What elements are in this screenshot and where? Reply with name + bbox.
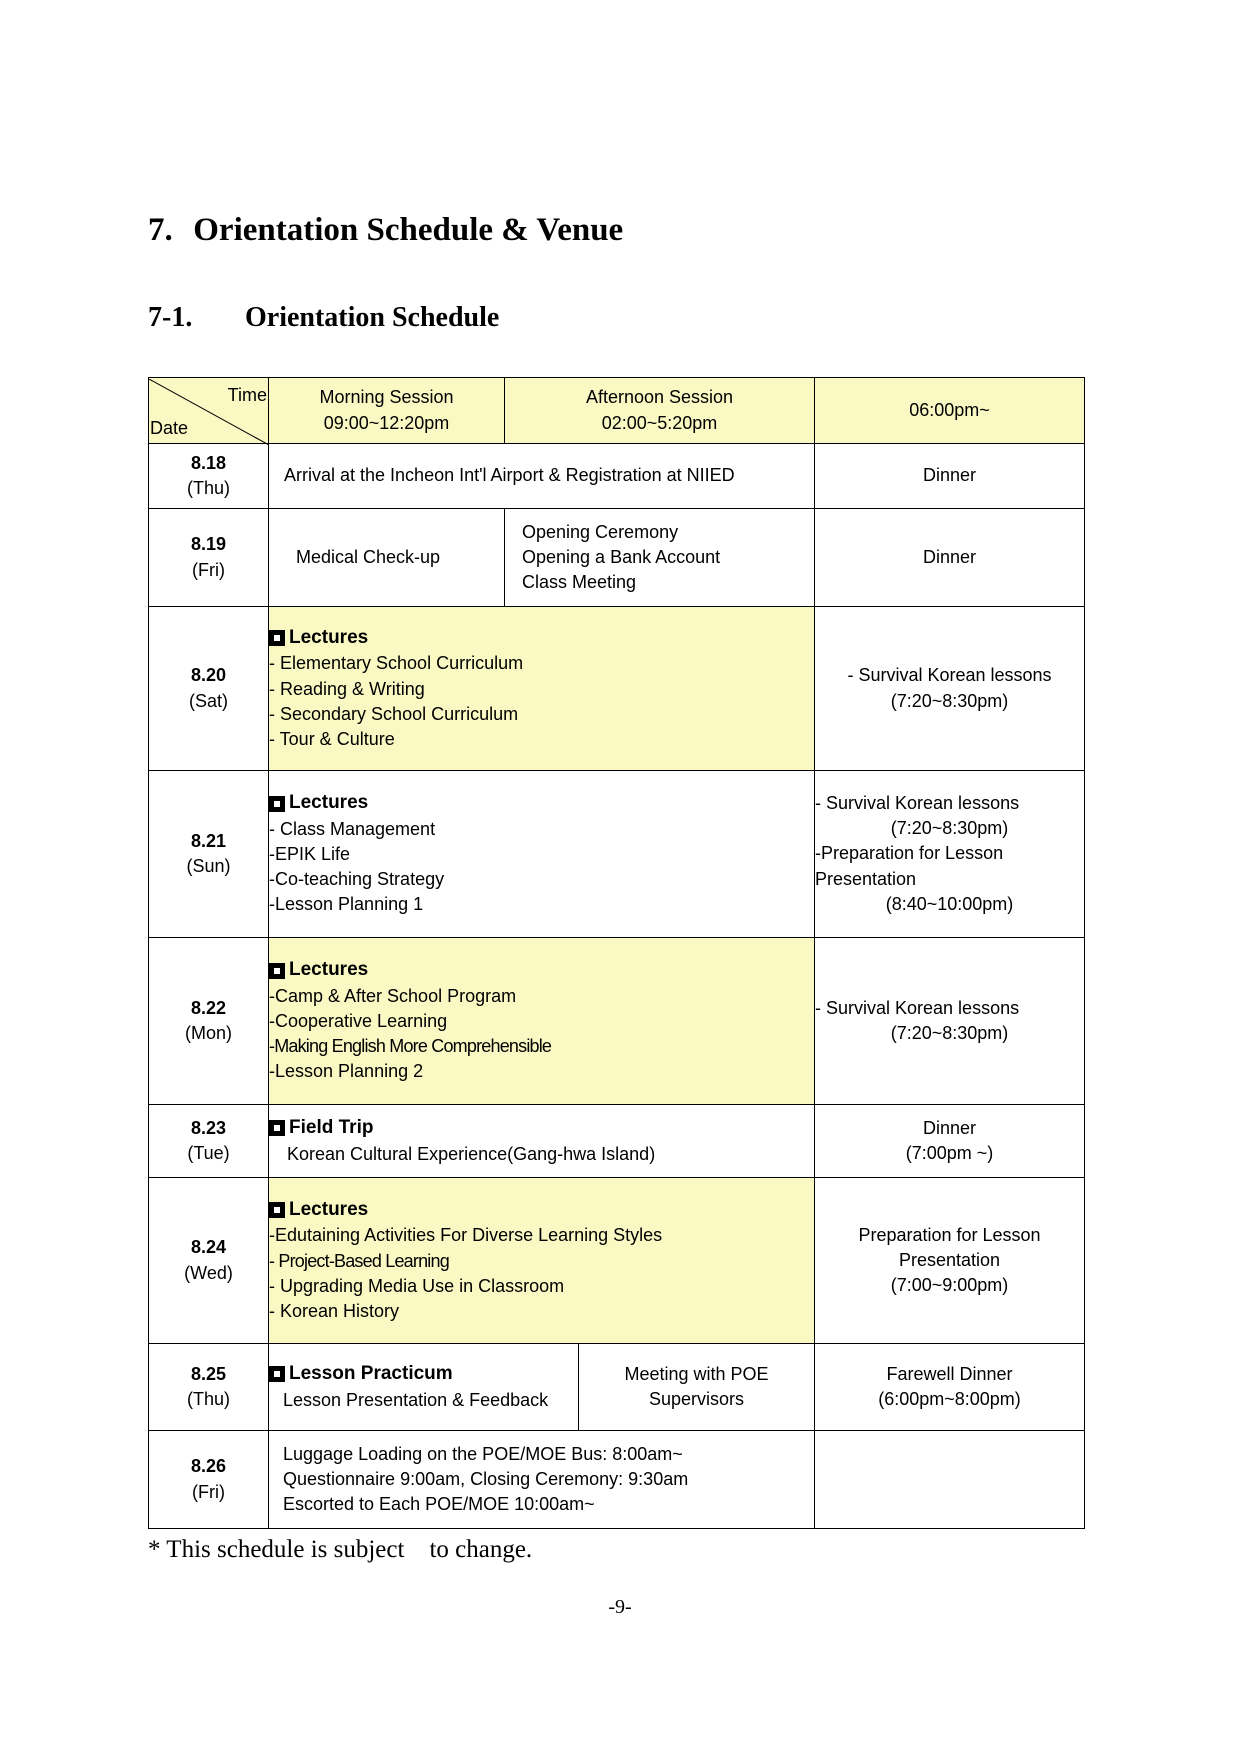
- date-value: 8.21: [190, 830, 227, 851]
- afternoon-session-time: 02:00~5:20pm: [601, 412, 718, 433]
- evening-cell: [815, 1344, 1085, 1431]
- time-label: Time: [227, 384, 267, 405]
- schedule-table: [148, 377, 1085, 1529]
- lesson-practicum-cell: [269, 1344, 579, 1431]
- list-item: - Tour & Culture: [269, 728, 395, 749]
- field-trip-heading: Field Trip: [269, 1115, 814, 1142]
- list-item: - Project-Based Learning: [269, 1250, 449, 1271]
- afternoon-cell: [505, 509, 815, 607]
- checkbox-bullet-icon: [269, 630, 285, 646]
- morning-cell: Medical Check-up: [269, 509, 505, 607]
- list-item: Questionnaire 9:00am, Closing Ceremony: 9:30am: [283, 1468, 689, 1489]
- date-value: 8.24: [190, 1237, 227, 1258]
- date-cell: [149, 771, 269, 938]
- table-row: [149, 444, 1085, 509]
- checkbox-bullet-icon: [269, 1202, 285, 1218]
- lectures-cell: [269, 938, 815, 1105]
- list-item: - Survival Korean lessons: [815, 793, 1020, 814]
- section-number: 7.: [148, 212, 173, 248]
- table-row: [149, 509, 1085, 607]
- list-item: - Reading & Writing: [269, 678, 425, 699]
- list-item: Opening Ceremony: [522, 521, 679, 542]
- evening-cell: [815, 1105, 1085, 1178]
- list-item: - Survival Korean lessons: [847, 665, 1052, 686]
- list-item: - Survival Korean lessons: [815, 997, 1020, 1018]
- checkbox-bullet-icon: [269, 796, 285, 812]
- checkbox-bullet-icon: [269, 1366, 285, 1382]
- list-item: Dinner: [922, 1117, 977, 1138]
- afternoon-session-header: [505, 378, 815, 444]
- date-value: 8.26: [190, 1456, 227, 1477]
- date-cell: [149, 1344, 269, 1431]
- departure-cell: [269, 1431, 815, 1529]
- list-item: Opening a Bank Account: [522, 546, 721, 567]
- lectures-heading: Lectures: [269, 625, 814, 652]
- schedule-note: * This schedule is subject to change.: [148, 1536, 533, 1563]
- subsection-heading: [148, 302, 499, 334]
- list-item: -Making English More Comprehensible: [269, 1036, 552, 1057]
- date-cell: [149, 509, 269, 607]
- list-item: -Camp & After School Program: [269, 985, 517, 1006]
- list-item: - Elementary School Curriculum: [269, 653, 524, 674]
- afternoon-cell: [579, 1344, 815, 1431]
- table-row: [149, 1105, 1085, 1178]
- date-value: 8.25: [190, 1363, 227, 1384]
- evening-cell: [815, 1178, 1085, 1344]
- lectures-cell: [269, 1178, 815, 1344]
- list-item: (7:20~8:30pm): [890, 690, 1009, 711]
- lectures-cell: [269, 607, 815, 771]
- lesson-practicum-heading: Lesson Practicum: [269, 1361, 578, 1388]
- date-cell: [149, 444, 269, 509]
- section-title: Orientation Schedule & Venue: [193, 212, 624, 248]
- date-value: 8.18: [190, 452, 227, 473]
- date-value: 8.23: [190, 1117, 227, 1138]
- list-item: -Co-teaching Strategy: [269, 869, 445, 890]
- list-item: - Class Management: [269, 818, 436, 839]
- table-row: [149, 771, 1085, 938]
- list-item: (7:20~8:30pm): [890, 818, 1009, 839]
- list-item: (8:40~10:00pm): [885, 893, 1014, 914]
- afternoon-session-title: Afternoon Session: [585, 387, 734, 408]
- date-cell: [149, 607, 269, 771]
- header-row: [149, 378, 1085, 444]
- evening-cell: [815, 1431, 1085, 1529]
- list-item: Supervisors: [648, 1389, 745, 1409]
- list-item: -Lesson Planning 1: [269, 894, 424, 915]
- date-label: Date: [150, 418, 189, 439]
- time-date-corner-cell: [149, 378, 269, 444]
- list-item: Korean Cultural Experience(Gang-hwa Island): [287, 1143, 656, 1164]
- lectures-heading: Lectures: [269, 957, 814, 984]
- date-value: 8.20: [190, 665, 227, 686]
- list-item: (7:20~8:30pm): [890, 1023, 1009, 1043]
- list-item: (6:00pm~8:00pm): [878, 1389, 1021, 1409]
- checkbox-bullet-icon: [269, 1120, 285, 1136]
- lectures-cell: [269, 771, 815, 938]
- lectures-heading: Lectures: [269, 790, 814, 817]
- lectures-heading: Lectures: [269, 1197, 814, 1224]
- checkbox-bullet-icon: [269, 963, 285, 979]
- field-trip-cell: [269, 1105, 815, 1178]
- evening-cell: [815, 771, 1085, 938]
- date-value: 8.22: [190, 997, 227, 1018]
- table-row: [149, 1431, 1085, 1529]
- day-value: (Thu): [186, 1389, 230, 1409]
- day-value: (Fri): [192, 1481, 225, 1502]
- list-item: Escorted to Each POE/MOE 10:00am~: [283, 1494, 595, 1515]
- list-item: -Preparation for Lesson: [815, 843, 1004, 864]
- list-item: Lesson Presentation & Feedback: [283, 1389, 549, 1410]
- day-value: (Thu): [186, 478, 230, 498]
- evening-cell: [815, 607, 1085, 771]
- morning-session-title: Morning Session: [319, 387, 454, 408]
- date-cell: [149, 1431, 269, 1529]
- list-item: Farewell Dinner: [886, 1363, 1013, 1384]
- date-value: 8.19: [190, 534, 227, 555]
- list-item: Presentation: [898, 1249, 1001, 1270]
- morning-session-header: [269, 378, 505, 444]
- date-cell: [149, 1105, 269, 1178]
- day-value: (Sat): [188, 690, 228, 711]
- list-item: -Cooperative Learning: [269, 1011, 448, 1032]
- table-row: [149, 1178, 1085, 1344]
- list-item: Preparation for Lesson: [858, 1224, 1041, 1245]
- evening-cell: [815, 938, 1085, 1105]
- activity-cell: Arrival at the Incheon Int'l Airport & Registration at NIIED: [269, 444, 815, 509]
- day-value: (Fri): [192, 559, 225, 580]
- evening-session-header: 06:00pm~: [815, 378, 1085, 444]
- list-item: (7:00pm ~): [905, 1143, 994, 1163]
- date-cell: [149, 1178, 269, 1344]
- list-item: -Lesson Planning 2: [269, 1061, 424, 1082]
- table-row: [149, 938, 1085, 1105]
- page-number: -9-: [608, 1596, 632, 1618]
- evening-cell: Dinner: [815, 444, 1085, 509]
- list-item: Presentation: [815, 868, 917, 889]
- subsection-title: Orientation Schedule: [245, 302, 500, 333]
- table-row: [149, 1344, 1085, 1431]
- list-item: - Upgrading Media Use in Classroom: [269, 1275, 565, 1296]
- subsection-number: 7-1.: [148, 302, 193, 333]
- morning-session-time: 09:00~12:20pm: [323, 412, 450, 433]
- date-cell: [149, 938, 269, 1105]
- day-value: (Mon): [184, 1023, 232, 1043]
- list-item: - Secondary School Curriculum: [269, 703, 519, 724]
- table-row: [149, 607, 1085, 771]
- list-item: (7:00~9:00pm): [890, 1275, 1009, 1296]
- list-item: -Edutaining Activities For Diverse Learning Styles: [269, 1225, 663, 1246]
- day-value: (Wed): [184, 1262, 233, 1283]
- list-item: Meeting with POE: [624, 1363, 769, 1384]
- list-item: Class Meeting: [522, 572, 637, 593]
- list-item: - Korean History: [269, 1300, 400, 1321]
- section-heading: [148, 212, 623, 249]
- day-value: (Sun): [186, 856, 231, 876]
- day-value: (Tue): [187, 1143, 230, 1163]
- evening-cell: Dinner: [815, 509, 1085, 607]
- list-item: Luggage Loading on the POE/MOE Bus: 8:00am~: [283, 1443, 683, 1464]
- list-item: -EPIK Life: [269, 844, 351, 865]
